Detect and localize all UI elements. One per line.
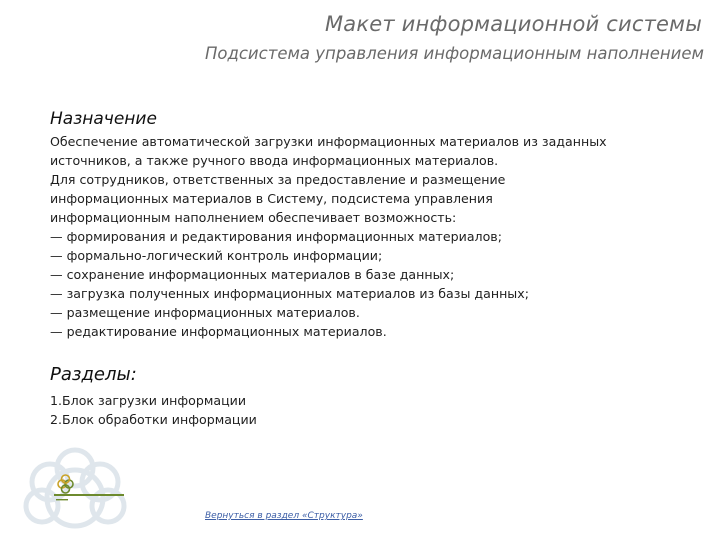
purpose-line: Обеспечение автоматической загрузки информационных материалов из заданных	[50, 134, 607, 149]
sections-list	[50, 391, 690, 429]
main-content	[50, 108, 690, 429]
company-logo	[0, 440, 150, 540]
purpose-list-item: — размещение информационных материалов.	[50, 305, 360, 320]
back-to-structure-link[interactable]: Вернуться в раздел «Структура»	[205, 511, 363, 521]
purpose-heading: Назначение	[50, 109, 157, 129]
purpose-list-item: — загрузка полученных информационных материалов из базы данных;	[50, 286, 529, 301]
purpose-line: источников, а также ручного ввода информационных материалов.	[50, 153, 499, 168]
purpose-text	[50, 132, 690, 341]
section-item-process[interactable]: 2.Блок обработки информации	[50, 412, 257, 427]
purpose-list-item: — формально-логический контроль информации;	[50, 248, 383, 263]
sections-heading: Разделы:	[50, 364, 137, 385]
logo-wordmark	[54, 494, 124, 496]
purpose-line: информационным наполнением обеспечивает возможность:	[50, 210, 457, 225]
purpose-list-item: — редактирование информационных материалов.	[50, 324, 387, 339]
logo-watermark	[26, 450, 124, 526]
logo-wordmark	[56, 499, 68, 500]
purpose-line: Для сотрудников, ответственных за предоставление и размещение	[50, 172, 506, 187]
purpose-list-item: — формирования и редактирования информационных материалов;	[50, 229, 502, 244]
page-title: Макет информационной системы	[324, 12, 702, 36]
section-item-load[interactable]: 1.Блок загрузки информации	[50, 393, 247, 408]
purpose-list-item: — сохранение информационных материалов в базе данных;	[50, 267, 455, 282]
page-subtitle: Подсистема управления информационным наполнением	[204, 44, 704, 63]
purpose-line: информационных материалов в Систему, подсистема управления	[50, 191, 493, 206]
